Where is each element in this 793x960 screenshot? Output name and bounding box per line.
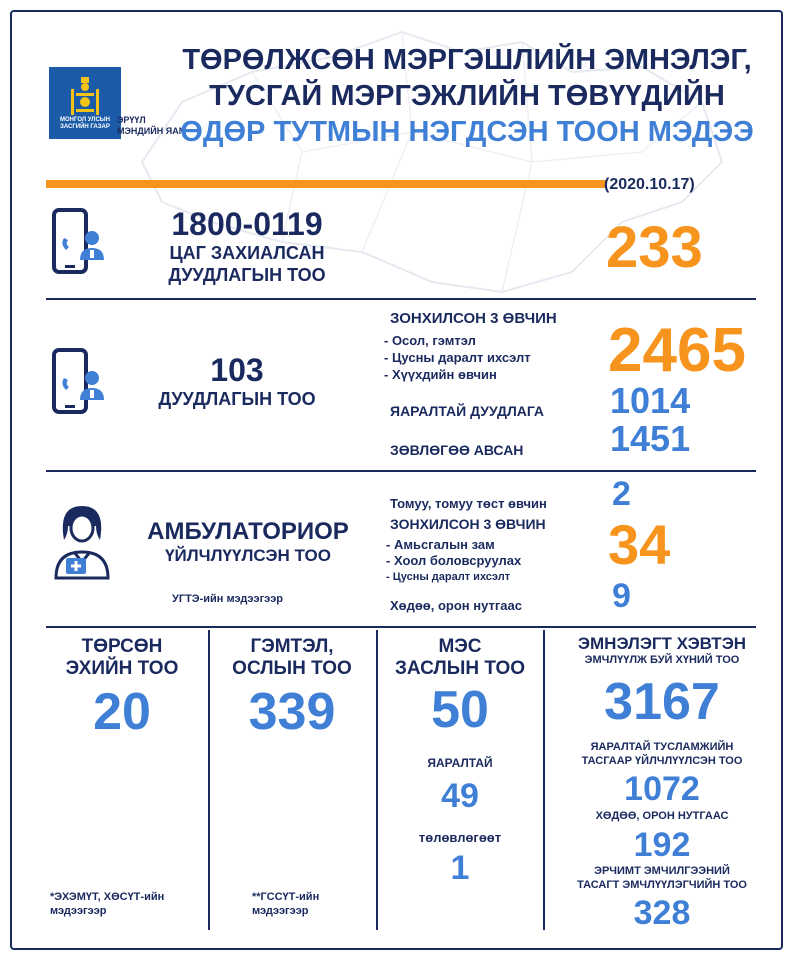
inpatient-title: ЭМНЭЛЭГТ ХЭВТЭН	[577, 634, 747, 653]
section3-source: УГТЭ-ийн мэдээгээр	[172, 593, 284, 605]
injuries-title-line2: ОСЛЫН ТОО	[232, 658, 352, 679]
column-divider-2	[376, 630, 378, 930]
inpatient-rural-label: ХӨДӨӨ, ОРОН НУТГААС	[595, 810, 729, 822]
inpatient-rural-value: 192	[633, 826, 691, 864]
page-title	[172, 42, 762, 150]
title-line2: ТУСГАЙ МЭРГЭЖЛИЙН ТӨВҮҮДИЙН	[209, 80, 725, 112]
section3-title-line1: АМБУЛАТОРИОР	[147, 518, 349, 545]
surgery-title	[380, 636, 540, 680]
section3-top3-value: 34	[608, 513, 671, 576]
section2-top3-list	[384, 332, 531, 383]
logo-text-line2: ЗАСГИЙН ГАЗАР	[60, 124, 110, 130]
rural-outpatient-value: 9	[612, 577, 631, 615]
injuries-source	[252, 890, 319, 918]
injuries-title-line1: ГЭМТЭЛ,	[250, 636, 334, 657]
surgery-title-line1: МЭС	[438, 636, 482, 657]
births-title-line1: ТӨРСӨН	[81, 636, 163, 657]
phone-doctor-icon	[50, 348, 110, 418]
births-title-line2: ЭХИЙН ТОО	[65, 658, 179, 679]
phone-doctor-icon	[50, 208, 110, 278]
flu-label: Томуу, томуу төст өвчин	[390, 496, 547, 511]
section1-label-line1: ЦАГ ЗАХИАЛСАН	[169, 243, 325, 263]
advice-value: 1451	[610, 418, 691, 459]
births-value: 20	[93, 683, 151, 741]
advice-label: ЗӨВЛӨГӨӨ АВСАН	[390, 442, 524, 458]
list-item: - Цусны даралт ихсэлт	[384, 350, 531, 365]
injuries-source-line1: **ГССҮТ-ийн	[252, 891, 320, 903]
phone-number-1800: 1800-0119	[171, 206, 323, 242]
section1-label-line2: ДУУДЛАГЫН ТОО	[168, 265, 326, 285]
icu-label-line1: ЭРЧИМТ ЭМЧИЛГЭЭНИЙ	[594, 865, 730, 877]
list-item: - Осол, гэмтэл	[384, 333, 476, 348]
injuries-title	[212, 636, 372, 680]
ministry-name-line1: ЭРҮҮЛ	[117, 115, 146, 125]
column-divider-3	[543, 630, 545, 930]
appointments-value: 233	[606, 215, 703, 280]
divider-1	[46, 298, 756, 300]
icu-value: 328	[633, 894, 691, 932]
emergency-calls-label: ЯАРАЛТАЙ ДУУДЛАГА	[390, 403, 545, 419]
logo-text-line1: МОНГОЛ УЛСЫН	[60, 117, 110, 123]
er-label	[547, 740, 777, 768]
report-date: (2020.10.17)	[604, 176, 695, 193]
list-item: - Хоол боловсруулах	[386, 553, 522, 568]
rural-outpatient-label: Хөдөө, орон нутгаас	[390, 598, 522, 613]
phone-number-103: 103	[210, 352, 264, 388]
er-label-line2: ТАСГААР ҮЙЛЧЛҮҮЛСЭН ТОО	[581, 755, 743, 767]
inpatient-value: 3167	[604, 673, 720, 731]
emergency-calls-value: 1014	[610, 380, 691, 421]
title-line3: ӨДӨР ТУТМЫН НЭГДСЭН ТООН МЭДЭЭ	[180, 116, 754, 148]
births-title	[42, 636, 202, 680]
title-line1: ТӨРӨЛЖСӨН МЭРГЭШЛИЙН ЭМНЭЛЭГ,	[182, 44, 752, 76]
surgery-planned-label: төлөвлөгөөт	[418, 830, 502, 845]
surgery-urgent-label: ЯАРАЛТАЙ	[427, 756, 493, 770]
infographic-frame	[10, 10, 783, 950]
surgery-urgent-value: 49	[441, 777, 479, 815]
section3-label	[118, 518, 378, 566]
section3-top3-title: ЗОНХИЛСОН 3 ӨВЧИН	[390, 516, 546, 532]
ministry-name-line2: МЭНДИЙН ЯАМ	[117, 126, 187, 136]
section1-label	[132, 206, 362, 286]
orange-divider	[46, 180, 606, 188]
births-source-line1: *ЭХЭМҮТ, ХӨСҮТ-ийн	[50, 891, 165, 903]
surgery-value: 50	[431, 681, 489, 739]
section3-title-line2: ҮЙЛЧЛҮҮЛСЭН ТОО	[165, 546, 331, 565]
column-divider-1	[208, 630, 210, 930]
section2-top3-title: ЗОНХИЛСОН 3 ӨВЧИН	[390, 310, 557, 327]
icu-label-line2: ТАСАГТ ЭМЧЛҮҮЛЭГЧИЙН ТОО	[577, 879, 747, 891]
list-item: - Амьсгалын зам	[386, 537, 495, 552]
er-value: 1072	[624, 770, 700, 808]
divider-2	[46, 470, 756, 472]
divider-3	[46, 626, 756, 628]
births-source-line2: мэдээгээр	[50, 905, 107, 917]
surgery-planned-value: 1	[450, 849, 470, 887]
section2-label	[137, 352, 337, 410]
er-label-line1: ЯАРАЛТАЙ ТУСЛАМЖИЙН	[590, 741, 734, 753]
icu-label	[547, 864, 777, 892]
surgery-title-line2: ЗАСЛЫН ТОО	[394, 658, 526, 679]
government-logo	[49, 67, 121, 139]
injuries-source-line2: мэдээгээр	[252, 905, 309, 917]
nurse-icon	[50, 500, 114, 580]
list-item: - Цусны даралт ихсэлт	[386, 571, 511, 583]
flu-value: 2	[612, 475, 631, 513]
births-source	[50, 890, 164, 918]
section2-calls-label: ДУУДЛАГЫН ТОО	[158, 389, 316, 409]
section2-top3-value: 2465	[608, 316, 746, 385]
section3-top3-list	[386, 537, 521, 585]
list-item: - Хүүхдийн өвчин	[384, 367, 497, 382]
inpatient-subtitle: ЭМЧЛҮҮЛЖ БУЙ ХҮНИЙ ТОО	[584, 654, 740, 666]
injuries-value: 339	[248, 683, 336, 741]
